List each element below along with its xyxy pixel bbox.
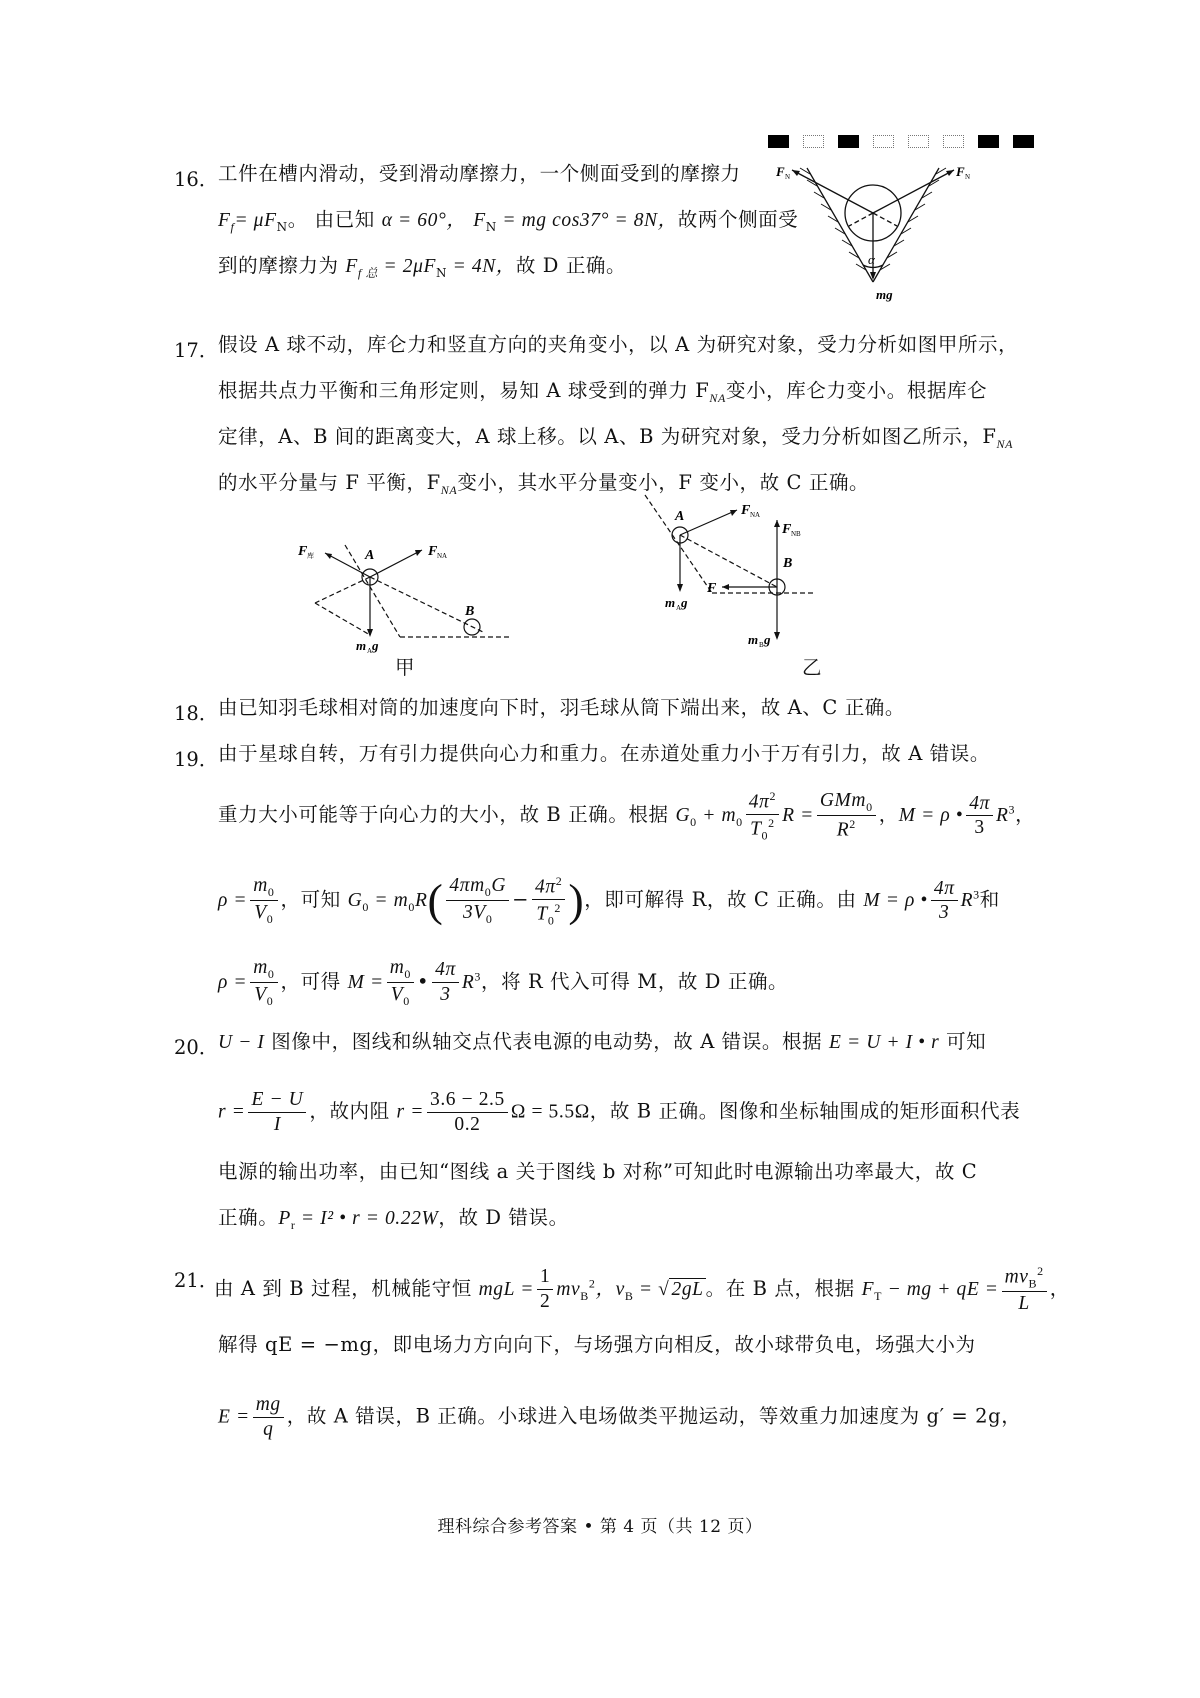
q21-line-2: 解得 qE = −mg，即电场力方向向下，与场强方向相反，故小球带负电，场强大小为 <box>218 1333 976 1356</box>
f-na-arrow <box>370 550 422 577</box>
q21-line-3: E = $\frac{mg}{q}$ ，故 A 错误，B 正确。小球进入电场做类平抛运动，等效重力加速度为 g′ = 2g， <box>218 1394 1022 1440</box>
q19-line-4: ρ = $\frac{m_0}{V_0}$ ，可得 M = $\frac{m_0}{V_0}$ • $\frac{4\pi}{3}$ $R^3$，将 R 代入可得 M，故 D 正确。 <box>218 957 789 1008</box>
svg-text:NA: NA <box>437 552 448 560</box>
svg-text:F: F <box>428 544 438 559</box>
q17-line-1: 假设 A 球不动，库仑力和竖直方向的夹角变小，以 A 为研究对象，受力分析如图甲所示， <box>218 333 1019 356</box>
q20-line-1: U − I 图像中，图线和纵轴交点代表电源的电动势，故 A 错误。根据 E = U + I • r 可知 <box>218 1030 987 1053</box>
svg-text:m: m <box>748 632 759 647</box>
question-number-16: 16． <box>174 168 219 191</box>
section-mark-filled <box>838 135 859 148</box>
section-mark-empty <box>908 135 929 148</box>
svg-text:F: F <box>741 503 751 518</box>
q17-line-2: 根据共点力平衡和三角形定则，易知 A 球受到的弹力 $F_{NA}$变小，库仑力变小。根据库仑 <box>218 379 988 405</box>
svg-text:m: m <box>356 638 367 653</box>
question-number-19: 19． <box>174 748 219 771</box>
svg-text:N: N <box>965 173 971 181</box>
svg-text:F: F <box>298 544 308 559</box>
section-mark-filled <box>768 135 789 148</box>
svg-text:A: A <box>365 548 375 563</box>
svg-text:NB: NB <box>791 530 801 538</box>
question-number-18: 18． <box>174 702 219 725</box>
label-mg: mg <box>876 287 893 302</box>
question-number-21: 21． <box>174 1269 219 1292</box>
label-alpha: α <box>868 252 875 267</box>
q16-line-3: 到的摩擦力为 $F_{f 总} = 2\mu F_N = 4N$，故 D 正确。 <box>218 254 627 280</box>
f-na-arrow <box>680 510 737 535</box>
label-fn-left: F <box>776 164 785 179</box>
section-mark-filled <box>1013 135 1034 148</box>
figure-yi-caption: 乙 <box>802 656 823 679</box>
figure-jia <box>298 525 560 655</box>
section-mark-empty <box>873 135 894 148</box>
svg-text:A: A <box>676 604 682 612</box>
svg-text:A: A <box>367 647 373 655</box>
figure-jia-caption: 甲 <box>395 656 416 679</box>
fn-left-arrow <box>792 170 873 213</box>
q17-line-4: 的水平分量与 F 平衡，$F_{NA}$变小，其水平分量变小，F 变小，故 C 正确。 <box>218 471 870 497</box>
q17-line-3: 定律，A、B 间的距离变大，A 球上移。以 A、B 为研究对象，受力分析如图乙所示，$F_{NA}$ <box>218 425 1014 451</box>
svg-text:A: A <box>675 509 685 524</box>
q20-line-2: r = $\frac{E - U}{I}$ ，故内阻 r = $\frac{3.6 - 2.5}{0.2}$ Ω = 5.5Ω，故 B 正确。图像和坐标轴围成的矩形面积代表 <box>218 1089 1021 1135</box>
q21-line-1: 由 A 到 B 过程，机械能守恒 mgL = $\frac{1}{2}$ $mv_B^2$，$v_B$ = √ 2gL 。在 B 点，根据 $F_T$ − mg + qE = $\frac{mv_B^2}{L}$ ， <box>214 1264 1070 1315</box>
question-number-20: 20． <box>174 1036 219 1059</box>
svg-text:N: N <box>785 173 791 181</box>
f-coulomb-arrow <box>325 553 370 577</box>
hatching-right <box>880 168 946 270</box>
q20-line-4: 正确。$P_r = I^2$ • r = 0.22W，故 D 错误。 <box>218 1206 569 1232</box>
figure-yi <box>640 490 840 650</box>
hatching-left <box>800 168 866 270</box>
svg-text:F: F <box>707 581 717 596</box>
q19-line-3: ρ = $\frac{m_0}{V_0}$ ，可知 $G_0 = m_0R$( $\frac{4\pi m_0G}{3V_0}$ − $\frac{4\pi^2}{T_0^2}$ )，即可解得 R，故 C 正确。由 M = ρ • $\frac{4\pi}{3}$ $R^3$和 <box>218 874 1000 928</box>
v-groove-diagram <box>770 150 980 300</box>
svg-text:库: 库 <box>307 552 314 560</box>
fn-right-arrow <box>873 170 954 213</box>
section-mark-empty <box>943 135 964 148</box>
page-footer: 理科综合参考答案 • 第 4 页（共 12 页） <box>437 1517 763 1537</box>
svg-text:B: B <box>759 641 764 649</box>
question-number-17: 17． <box>174 339 219 362</box>
q16-line-1: 工件在槽内滑动，受到滑动摩擦力，一个侧面受到的摩擦力 <box>218 162 741 185</box>
label-fn-right: F <box>956 164 965 179</box>
section-mark-empty <box>803 135 824 148</box>
q19-line-1: 由于星球自转，万有引力提供向心力和重力。在赤道处重力小于万有引力，故 A 错误。 <box>218 742 990 765</box>
q18-line-1: 由已知羽毛球相对筒的加速度向下时，羽毛球从筒下端出来，故 A、C 正确。 <box>218 696 905 719</box>
svg-text:NA: NA <box>750 511 761 519</box>
svg-text:F: F <box>782 522 792 537</box>
svg-text:g: g <box>372 638 379 653</box>
svg-text:B: B <box>783 556 793 571</box>
svg-text:B: B <box>465 604 475 619</box>
q20-line-3: 电源的输出功率，由已知“图线 a 关于图线 b 对称”可知此时电源输出功率最大，故 C <box>218 1160 978 1183</box>
section-mark-filled <box>978 135 999 148</box>
q16-line-2: $F_f= \mu F_N$。 由已知 α = 60°， $F_N$ = mg cos37° = 8N，故两个侧面受 <box>218 208 799 234</box>
section-marks <box>768 135 1034 148</box>
svg-text:g: g <box>681 595 688 610</box>
svg-text:g: g <box>764 632 771 647</box>
svg-text:m: m <box>665 595 676 610</box>
q19-line-2: 重力大小可能等于向心力的大小，故 B 正确。根据 $G_0 + m_0$ $\frac{4\pi^2}{T_0^2}$ R = $\frac{GMm_0}{R^2}$ ，M = ρ • $\frac{4\pi}{3}$ $R^3$， <box>218 789 1036 843</box>
